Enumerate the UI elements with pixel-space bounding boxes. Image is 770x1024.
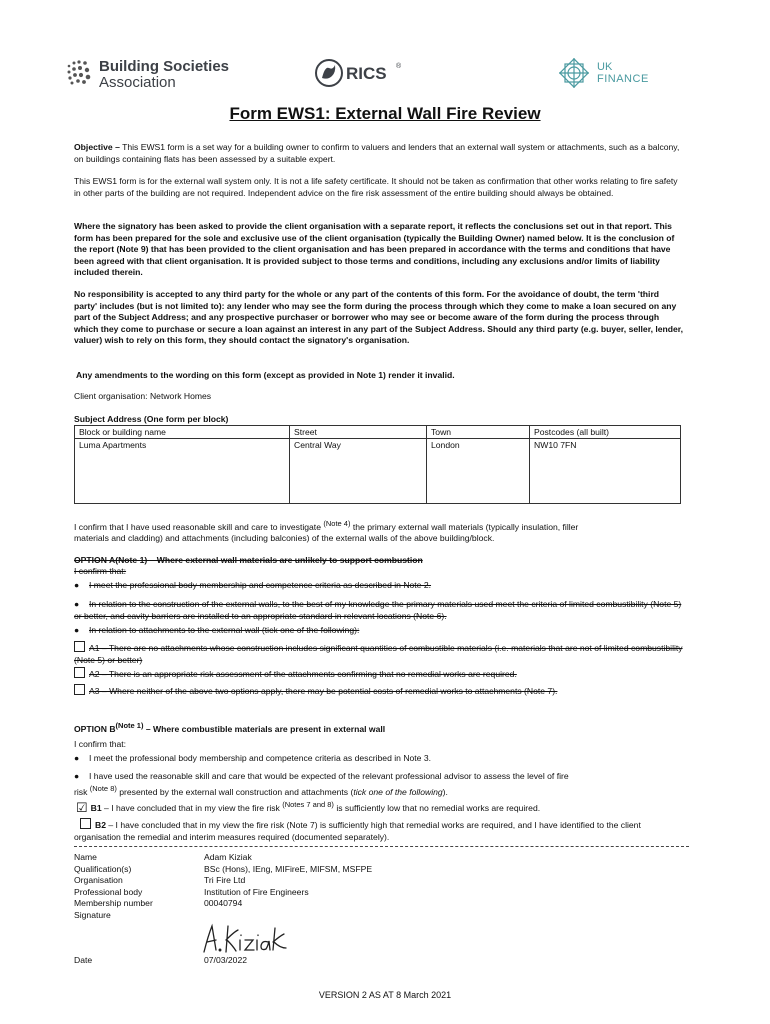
rics-logo-text: RICS <box>346 64 387 83</box>
table-cell: London <box>427 439 530 504</box>
objective-label: Objective – <box>74 142 120 152</box>
option-b1-text-b: is sufficiently low that no remedial works are required. <box>336 802 541 813</box>
confirm-text-b: the primary external wall materials (typically insulation, filler <box>352 521 579 532</box>
organisation-label: Organisation <box>74 875 123 886</box>
option-a3-text: A3 – Where neither of the above two options apply, there may be potential costs of remedial works to attachments (Note 7). <box>89 686 558 696</box>
bullet-icon: ● <box>74 580 80 590</box>
confirm-text-a: I confirm that I have used reasonable skill and care to investigate <box>74 521 321 532</box>
bullet-icon: ● <box>74 753 80 763</box>
option-b-heading-b: – Where combustible materials are present in external wall <box>145 723 386 734</box>
option-b2 <box>74 818 689 843</box>
option-a1 <box>74 641 689 666</box>
membership-number-label: Membership number <box>74 898 153 909</box>
checkbox-icon[interactable] <box>74 684 85 695</box>
bullet-icon: ● <box>74 599 80 609</box>
bullet-icon: ● <box>74 625 80 635</box>
option-b-bullet-2-text-d: ). <box>442 786 448 797</box>
objective-text: This EWS1 form is a set way for a building owner to confirm to valuers and lenders that an external wall system or attachments, such as a balcony, on buildings containing flats has been assessed by a suitable expert. <box>74 142 680 164</box>
option-b-heading <box>74 720 689 735</box>
bullet-icon: ● <box>74 771 80 781</box>
date-value: 07/03/2022 <box>204 955 248 965</box>
client-value: Network Homes <box>149 391 212 401</box>
checkbox-icon[interactable] <box>74 641 85 652</box>
option-a-bullet-2 <box>74 599 689 622</box>
investigation-confirmation <box>74 518 694 545</box>
subject-address-heading: Subject Address (One form per block) <box>74 414 229 424</box>
client-organisation <box>74 391 684 403</box>
option-b-heading-a: OPTION B <box>74 723 116 734</box>
checkbox-icon[interactable] <box>74 667 85 678</box>
professional-body-label: Professional body <box>74 886 143 897</box>
option-b-confirm: I confirm that: <box>74 739 127 749</box>
qualification-value: BSc (Hons), IEng, MIFireE, MIFSM, MSFPE <box>204 863 373 874</box>
option-a2-text: A2 – There is an appropriate risk assessment of the attachments confirming that no remedial works are required. <box>89 669 517 679</box>
option-b-bullet-2-note: (Note 8) <box>89 783 117 793</box>
option-b-note-ref: (Note 1) <box>115 721 144 730</box>
option-a3 <box>74 684 634 698</box>
signatory-report-paragraph: Where the signatory has been asked to provide the client organisation with a separate report, it reflects the conclusions set out in that report. This form has been prepared for the sole and exclusive use of the client organisation (typically the Building Owner) named below. It is the conclusion of the report (Note 9) that has been provided to the client organisation and has been prepared in accordance with the terms and conditions that have been agreed with that client organisation. It is provided subject to those terms and conditions, including any exclusions and/or limits of liability included therein. <box>74 221 675 278</box>
bsa-dots-logo-icon <box>65 58 95 88</box>
option-b1 <box>76 799 691 814</box>
amendments-notice: Any amendments to the wording on this form (except as provided in Note 1) render it invalid. <box>76 370 455 380</box>
subject-address-table <box>74 425 681 504</box>
option-b-bullet-1-text: I meet the professional body membership and competence criteria as described in Note 3. <box>89 753 432 763</box>
table-cell: NW10 7FN <box>530 439 681 504</box>
checkbox-icon[interactable] <box>80 818 91 829</box>
option-a-bullet-1-text: I meet the professional body membership and competence criteria as described in Note 2. <box>89 580 432 590</box>
option-a-bullet-1 <box>74 580 689 592</box>
ukfinance-knot-icon <box>557 56 591 90</box>
option-b-bullet-1 <box>74 753 689 765</box>
ukfinance-line2: FINANCE <box>597 73 649 85</box>
table-header-cell: Street <box>290 426 427 439</box>
table-row <box>75 439 681 504</box>
date-label: Date <box>74 955 93 965</box>
option-b-bullet-2-italic: tick one of the following <box>353 786 443 797</box>
option-a1-text: A1 – There are no attachments whose construction includes significant quantities of combustible materials (i.e. materials that are not of limited combustibility (Note 5) or better) <box>74 643 683 665</box>
option-b2-label: B2 <box>95 820 106 830</box>
option-b1-label: B1 <box>90 802 102 813</box>
rics-crest-icon <box>314 58 344 88</box>
option-b-bullet-2-text-c: presented by the external wall construction and attachments ( <box>119 786 354 797</box>
option-a-bullet-3-text: In relation to attachments to the external wall (tick one of the following): <box>89 625 360 635</box>
name-value: Adam Kiziak <box>204 852 252 862</box>
page-title: Form EWS1: External Wall Fire Review <box>229 104 541 123</box>
option-b-bullet-2 <box>74 771 689 798</box>
confirm-note-ref: (Note 4) <box>323 519 351 528</box>
table-cell: Luma Apartments <box>75 439 290 504</box>
version-footer: VERSION 2 AS AT 8 March 2021 <box>318 990 452 1000</box>
bsa-logo-line2: Association <box>99 74 176 91</box>
option-a-bullet-2-text: In relation to the construction of the external walls, to the best of my knowledge the primary materials used meet the criteria of limited combustibility (Note 5) or better, and cavity barriers are installed to an appropriate standard in relevant locations (Note 6). <box>74 599 682 621</box>
bsa-logo-line1: Building Societies <box>99 58 230 75</box>
table-header-row <box>75 426 681 439</box>
option-b2-text: – I have concluded that in my view the fire risk (Note 7) is sufficiently high that remedial works are required, and I have identified to the client organisation the remedial and interim measures required (documented separately). <box>74 820 641 842</box>
professional-body-value: Institution of Fire Engineers <box>204 886 309 897</box>
checked-box-icon[interactable]: ☑ <box>76 799 88 815</box>
signatory-values <box>204 852 372 910</box>
table-header-cell: Town <box>427 426 530 439</box>
third-party-paragraph: No responsibility is accepted to any third party for the whole or any part of the contents of this form. For the avoidance of doubt, the term 'third party' includes (but is not limited to): any lender who may see the form during the process through which they come to make a loan secured on any part of the Subject Address; and any prospective purchaser or borrower who may see or become aware of the form during the process through which they come to purchase or secure a loan against an interest in any part of the Subject Address. Should any third party (e.g. buyer, seller, lender, valuer) wish to rely on this form, they should contact the signatory's organisation. <box>74 289 684 346</box>
objective-paragraph <box>74 142 684 165</box>
scope-paragraph: This EWS1 form is for the external wall system only. It is not a life safety certificate. It should not be taken as confirmation that other works relating to fire safety in other parts of the building are not required. Independent advice on the fire risk assessment of the entire building should always be obtained. <box>74 176 678 198</box>
divider <box>74 846 689 847</box>
option-a-confirm: I confirm that: <box>74 566 127 576</box>
option-a-bullet-3 <box>74 625 689 637</box>
membership-number-value: 00040794 <box>204 898 243 909</box>
client-label: Client organisation: <box>74 391 148 401</box>
signatory-labels <box>74 852 153 922</box>
qualification-label: Qualification(s) <box>74 863 132 874</box>
handwritten-signature <box>200 918 290 956</box>
ukfinance-line1: UK <box>597 61 613 73</box>
option-b1-note: (Notes 7 and 8) <box>282 800 334 809</box>
signature-label: Signature <box>74 909 111 920</box>
option-b-bullet-2-text-b: risk <box>74 786 88 797</box>
table-header-cell: Postcodes (all built) <box>530 426 681 439</box>
table-header-cell: Block or building name <box>75 426 290 439</box>
rics-registered-mark: ® <box>396 63 402 70</box>
option-b-bullet-2-text-a: I have used the reasonable skill and care that would be expected of the relevant professional advisor to assess the level of fire <box>89 771 569 781</box>
organisation-value: Tri Fire Ltd <box>204 875 246 886</box>
confirm-text-c: materials and cladding) and attachments (including balconies) of the external walls of the above building/block. <box>74 533 495 544</box>
option-a2 <box>74 667 689 681</box>
name-label: Name <box>74 852 97 862</box>
option-b1-text-a: – I have concluded that in my view the fire risk <box>104 802 280 813</box>
option-a-heading: OPTION A(Note 1) – Where external wall materials are unlikely to support combustion <box>74 555 423 565</box>
table-cell: Central Way <box>290 439 427 504</box>
